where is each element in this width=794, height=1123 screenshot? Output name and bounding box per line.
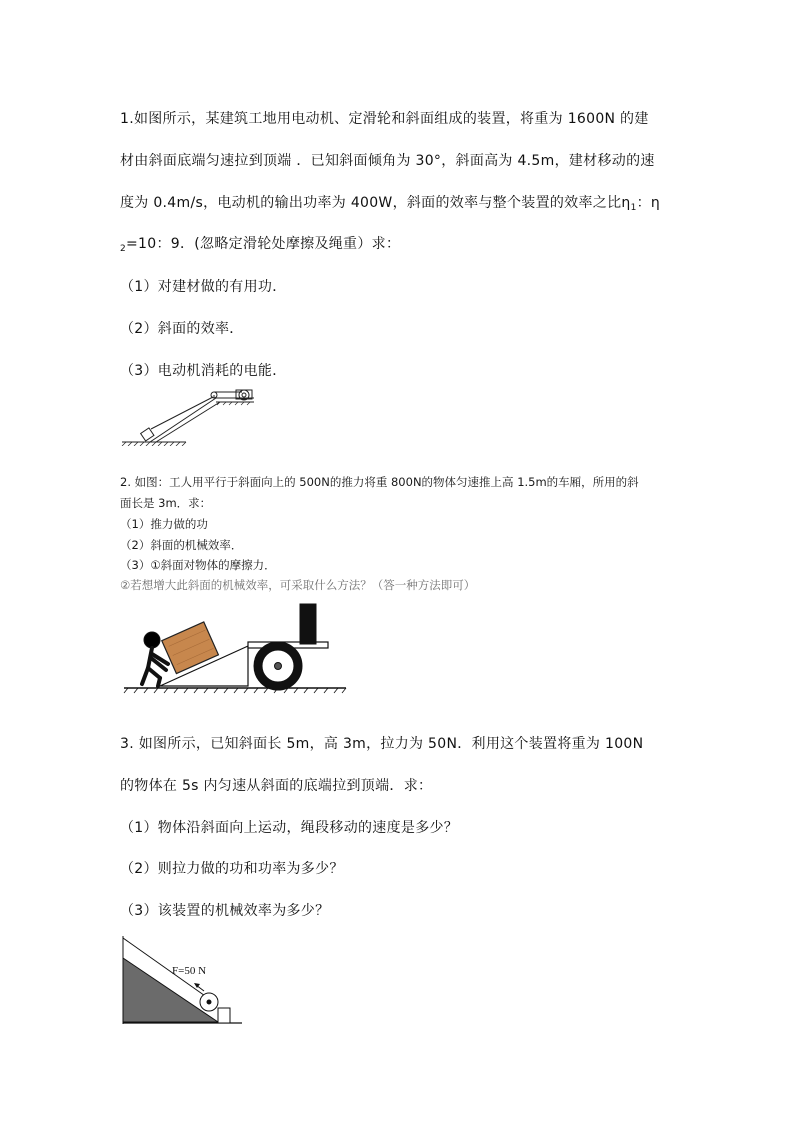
q1-eta2-sub: 2 (120, 244, 127, 254)
q2-subq2: （2）斜面的机械效率． (120, 538, 243, 552)
q1-subq1: （1）对建材做的有用功． (120, 279, 287, 295)
q1-line2: 材由斜面底端匀速拉到顶端 ．已知斜面倾角为 30°，斜面高为 4.5m，建材移动的速 (120, 153, 655, 169)
q3-subq1: （1）物体沿斜面向上运动，绳段移动的速度是多少？ (120, 820, 459, 836)
q1-eta1-sub: 1 (630, 203, 637, 213)
q3-subq2: （2）则拉力做的功和功率为多少？ (120, 861, 344, 877)
q2-subq3: （3）①斜面对物体的摩擦力． (120, 558, 276, 572)
q1-line4-text: =10：9．(忽略定滑轮处摩擦及绳重）求： (126, 236, 401, 252)
q1-incline-motor-figure (120, 388, 260, 446)
q1-line4 (120, 233, 400, 254)
q1-line3 (120, 192, 660, 213)
q1-subq2: （2）斜面的效率． (120, 321, 244, 337)
q2-subq4: ②若想增大此斜面的机械效率，可采取什么方法？（答一种方法即可） (120, 578, 476, 592)
q3-subq3: （3）该装置的机械效率为多少？ (120, 903, 330, 919)
q1-line1: 1.如图所示，某建筑工地用电动机、定滑轮和斜面组成的装置，将重为 1600N 的建 (120, 111, 649, 127)
q2-worker-ramp-truck-figure (120, 600, 350, 696)
q1-line3-tail: ：η (636, 195, 661, 211)
q3-line2: 的物体在 5s 内匀速从斜面的底端拉到顶端．求： (120, 778, 433, 794)
q3-line1: 3. 如图所示，已知斜面长 5m，高 3m，拉力为 50N．利用这个装置将重为 100N (120, 736, 644, 752)
q2-line2: 面长是 3m．求： (120, 496, 212, 510)
q1-line3-text: 度为 0.4m/s，电动机的输出功率为 400W，斜面的效率与整个装置的效率之比η (120, 195, 631, 211)
q1-subq3: （3）电动机消耗的电能． (120, 363, 287, 379)
q2-line1: 2. 如图：工人用平行于斜面向上的 500N的推力将重 800N的物体匀速推上高 1.5m的车厢，所用的斜 (120, 475, 639, 489)
q3-force-label: F=50 N (172, 965, 207, 977)
q2-subq1: （1）推力做的功 (120, 517, 208, 531)
q3-incline-pulley-figure (118, 934, 246, 1028)
